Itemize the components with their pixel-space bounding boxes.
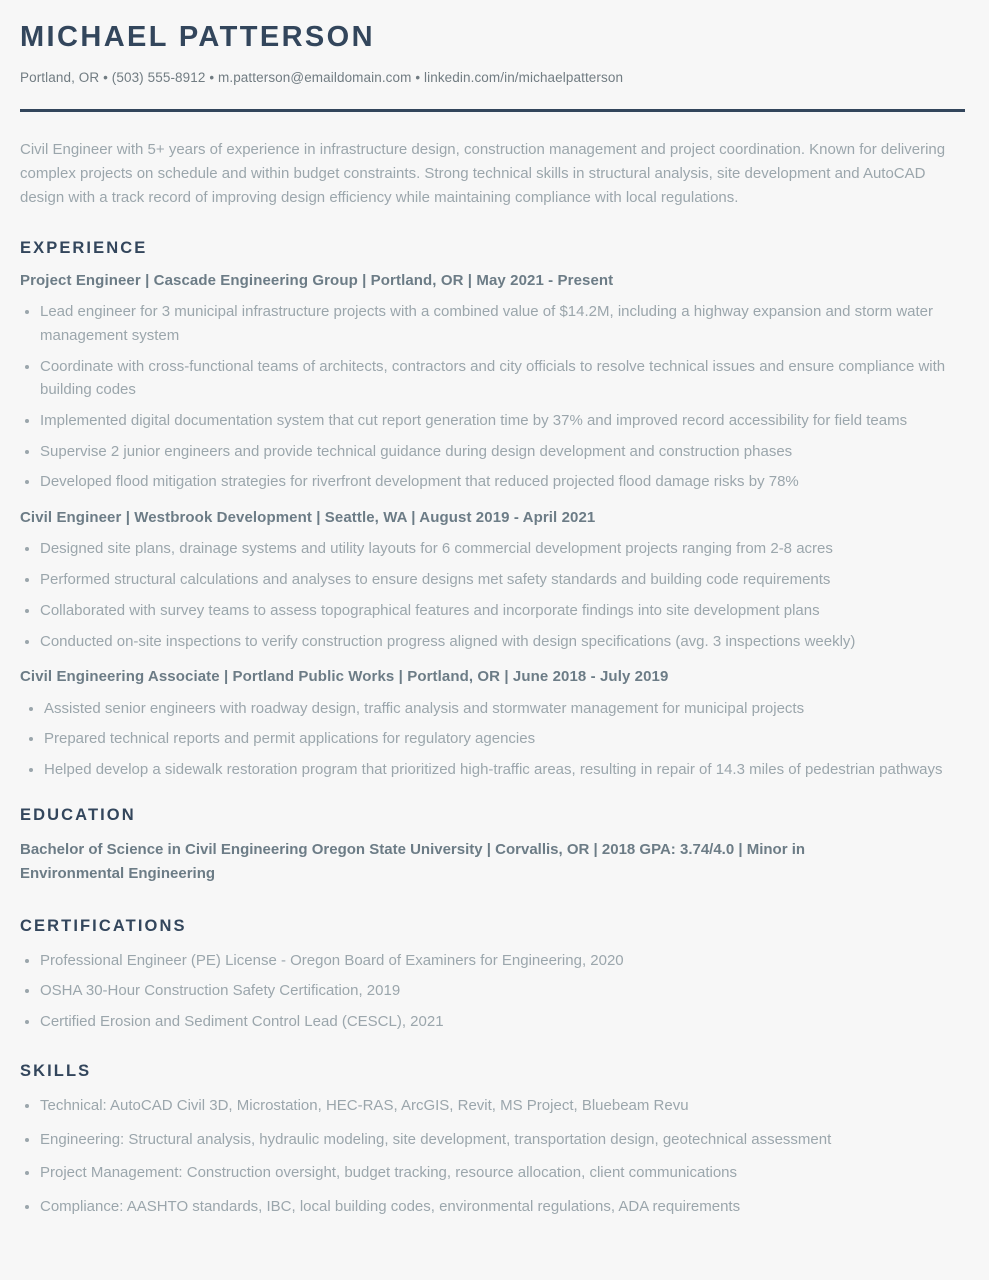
section-experience — [20, 239, 965, 782]
list-item: Lead engineer for 3 municipal infrastructure projects with a combined value of $14.2M, including a highway expansion and storm water management system — [20, 300, 965, 347]
list-item: Helped develop a sidewalk restoration program that prioritized high-traffic areas, resulting in repair of 14.3 miles of pedestrian pathways — [20, 758, 965, 782]
list-item: Supervise 2 junior engineers and provide technical guidance during design development and construction phases — [20, 440, 965, 464]
section-title-skills: SKILLS — [20, 1061, 92, 1080]
list-item: Compliance: AASHTO standards, IBC, local building codes, environmental regulations, ADA requirements — [20, 1195, 965, 1219]
experience-job — [20, 667, 965, 782]
list-item: Collaborated with survey teams to assess topographical features and incorporate findings into site development plans — [20, 599, 965, 623]
list-item: Implemented digital documentation system that cut report generation time by 37% and improved record accessibility for field teams — [20, 409, 965, 433]
job-bullets — [20, 537, 965, 653]
job-heading: Project Engineer | Cascade Engineering Group | Portland, OR | May 2021 - Present — [20, 271, 614, 289]
section-skills — [20, 1062, 965, 1219]
section-education — [20, 806, 965, 887]
list-item: Performed structural calculations and analyses to ensure designs met safety standards and building code requirements — [20, 568, 965, 592]
list-item: Certified Erosion and Sediment Control Lead (CESCL), 2021 — [20, 1010, 965, 1034]
contact-line: Portland, OR • (503) 555-8912 • m.patterson@emaildomain.com • linkedin.com/in/michaelpatterson — [20, 70, 624, 86]
list-item: Prepared technical reports and permit applications for regulatory agencies — [20, 727, 965, 751]
section-title-experience: EXPERIENCE — [20, 238, 148, 257]
list-item: Engineering: Structural analysis, hydraulic modeling, site development, transportation design, geotechnical assessment — [20, 1128, 965, 1152]
certifications-list — [20, 949, 965, 1034]
experience-job — [20, 508, 965, 653]
section-certifications — [20, 917, 965, 1034]
job-heading: Civil Engineer | Westbrook Development | Seattle, WA | August 2019 - April 2021 — [20, 508, 596, 526]
list-item: Designed site plans, drainage systems and utility layouts for 6 commercial development projects ranging from 2-8 acres — [20, 537, 965, 561]
list-item: Coordinate with cross-functional teams of architects, contractors and city officials to resolve technical issues and ensure compliance with building codes — [20, 355, 965, 402]
education-entry: Bachelor of Science in Civil Engineering Oregon State University | Corvallis, OR | 2018 GPA: 3.74/4.0 | Minor in Environmental Engineering — [20, 840, 806, 883]
list-item: Project Management: Construction oversight, budget tracking, resource allocation, client communications — [20, 1161, 965, 1185]
list-item: Technical: AutoCAD Civil 3D, Microstation, HEC-RAS, ArcGIS, Revit, MS Project, Bluebeam Revu — [20, 1094, 965, 1118]
skills-list — [20, 1094, 965, 1219]
list-item: Developed flood mitigation strategies for riverfront development that reduced projected flood damage risks by 78% — [20, 470, 965, 494]
section-title-education: EDUCATION — [20, 805, 136, 824]
section-title-certifications: CERTIFICATIONS — [20, 916, 187, 935]
professional-summary: Civil Engineer with 5+ years of experience in infrastructure design, construction management and project coordination. Known for delivering complex projects on schedule and within budget constraints. Strong technical skills in structural analysis, site development and AutoCAD design with a track record of improving design efficiency while maintaining compliance with local regulations. — [20, 140, 946, 207]
job-bullets — [20, 697, 965, 782]
list-item: OSHA 30-Hour Construction Safety Certification, 2019 — [20, 979, 965, 1003]
experience-job — [20, 271, 965, 494]
list-item: Professional Engineer (PE) License - Oregon Board of Examiners for Engineering, 2020 — [20, 949, 965, 973]
job-bullets — [20, 300, 965, 494]
job-heading: Civil Engineering Associate | Portland Public Works | Portland, OR | June 2018 - July 2019 — [20, 668, 669, 686]
header-divider — [20, 109, 965, 112]
list-item: Conducted on-site inspections to verify construction progress aligned with design specifications (avg. 3 inspections weekly) — [20, 630, 965, 654]
candidate-name: MICHAEL PATTERSON — [20, 21, 375, 53]
list-item: Assisted senior engineers with roadway design, traffic analysis and stormwater management for municipal projects — [20, 697, 965, 721]
